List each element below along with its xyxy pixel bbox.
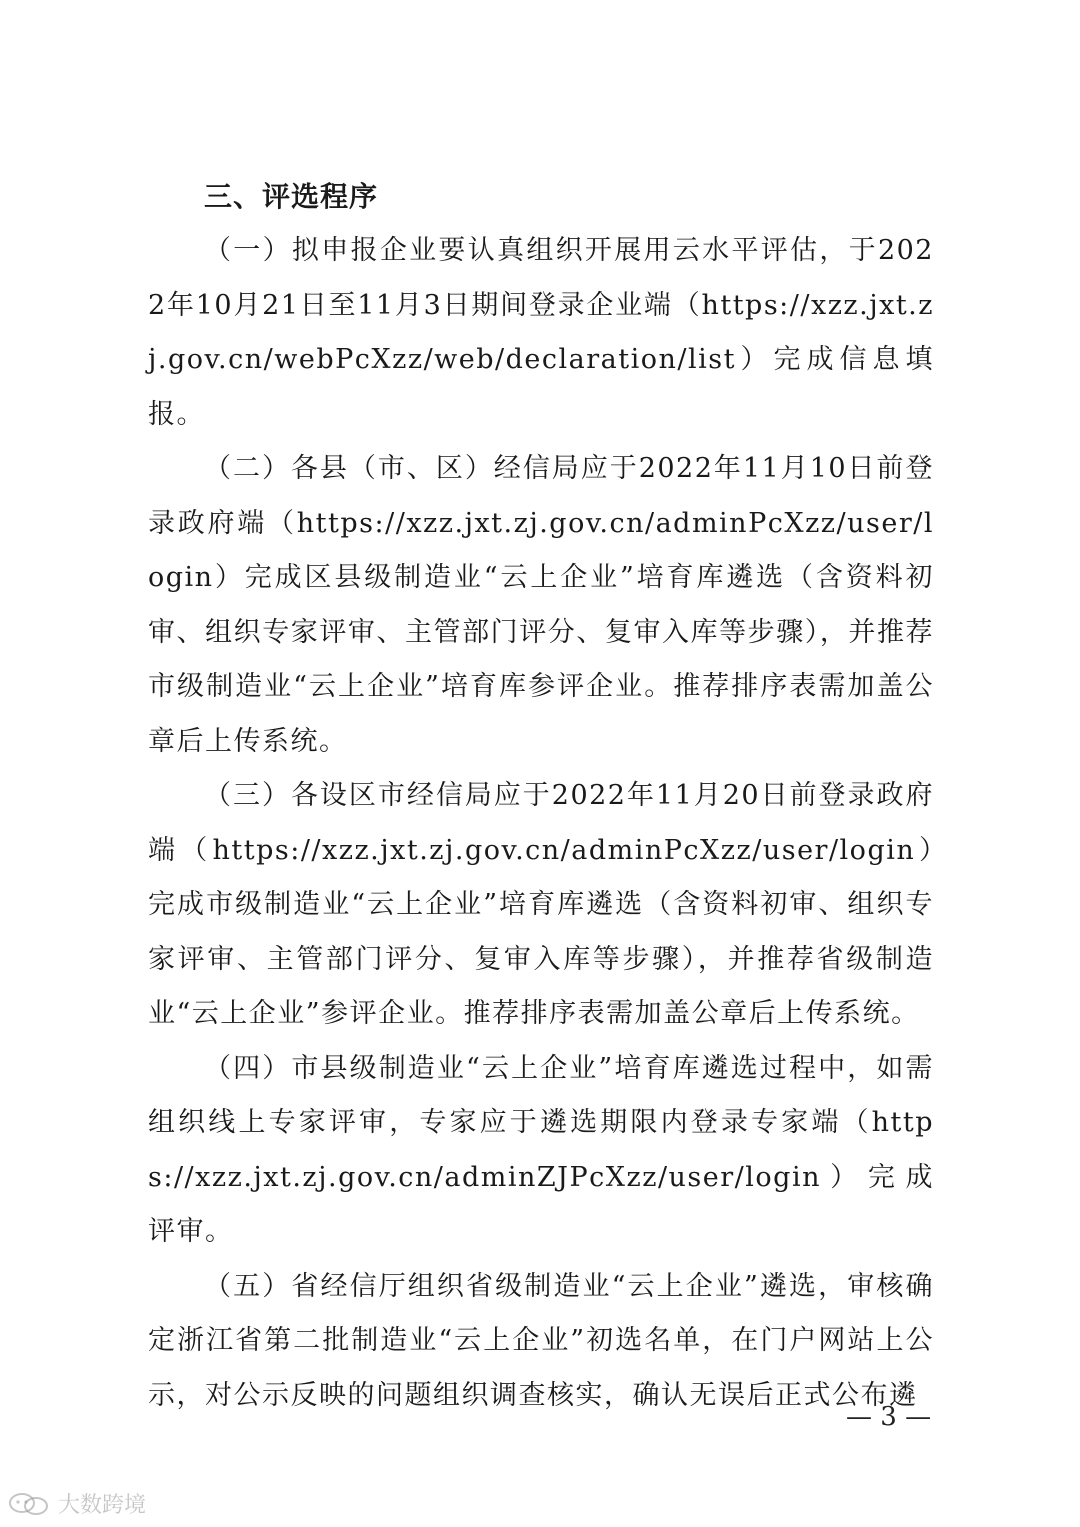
paragraph-2: （二）各县（市、区）经信局应于2022年11月10日前登录政府端（https://xzz.jxt.zj.gov.cn/adminPcXzz/user/login）完成区县级制造业“云上企业”培育库遴选（含资料初审、组织专家评审、主管部门评分、复审入库等步骤），并推荐市级制造业“云上企业”培育库参评企业。推荐排序表需加盖公章后上传系统。 [148,453,934,757]
paragraph-5: （五）省经信厅组织省级制造业“云上企业”遴选，审核确定浙江省第二批制造业“云上企业”初选名单，在门户网站上公示，对公示反映的问题组织调查核实，确认无误后正式公布遴 [148,1270,934,1411]
document-page [148,170,934,1423]
wechat-logo-icon [8,1491,52,1517]
section-heading: 三、评选程序 [204,180,379,213]
watermark-text: 大数跨境 [58,1493,147,1518]
paragraph-1: （一）拟申报企业要认真组织开展用云水平评估，于2022年10月21日至11月3日期间登录企业端（https://xzz.jxt.zj.gov.cn/webPcXzz/web/declaration/list）完成信息填报。 [148,235,934,430]
paragraph-4: （四）市县级制造业“云上企业”培育库遴选过程中，如需组织线上专家评审，专家应于遴选期限内登录专家端（https://xzz.jxt.zj.gov.cn/adminZJPcXzz/user/login）完成评审。 [148,1052,934,1247]
watermark [8,1488,146,1519]
paragraph-3: （三）各设区市经信局应于2022年11月20日前登录政府端（https://xzz.jxt.zj.gov.cn/adminPcXzz/user/login）完成市级制造业“云上企业”培育库遴选（含资料初审、组织专家评审、主管部门评分、复审入库等步骤），并推荐省级制造业“云上企业”参评企业。推荐排序表需加盖公章后上传系统。 [148,780,934,1029]
page-number: — 3 — [846,1402,932,1432]
